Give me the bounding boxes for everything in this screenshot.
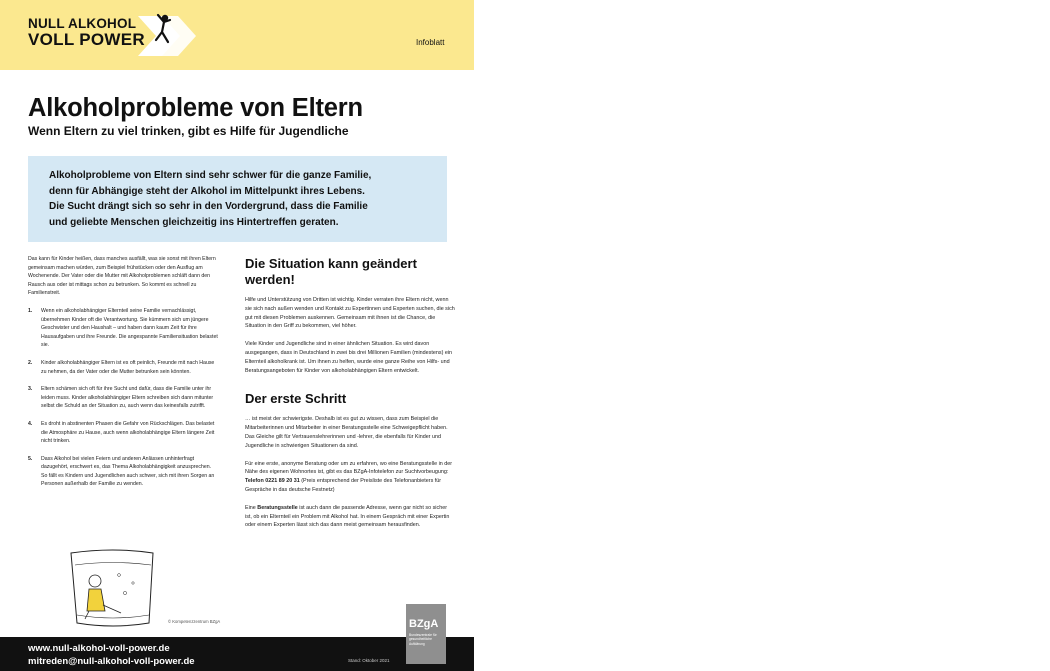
- list-item-text: Dass Alkohol bei vielen Feiern und anderen Anlässen unhinterfragt dazugehört, erschwert es, das Thema Alkoholabhängigkeit anzusprechen. So fällt es Kindern und Jugendlichen auch schwer, sich mit ihren Sorgen an Personen außerhalb der Familie zu wenden.: [41, 455, 215, 488]
- intro-box: [28, 156, 447, 242]
- footer-bar: [0, 637, 474, 671]
- paragraph: … ist meist der schwierigste. Deshalb ist es gut zu wissen, dass zum Beispiel die Mitarbeiterinnen und Mitarbeiter in einer Beratungsstelle eine Schweigepflicht haben. Das Gleiche gilt für Vertrauenslehrerinnen und -lehrer, die ebenfalls für Kinder und Jugendliche in schwierigen Situationen da sind.: [245, 416, 448, 449]
- child-in-glass-illustration: [63, 545, 163, 630]
- footer-email-link[interactable]: mitreden@null-alkohol-voll-power.de: [28, 656, 195, 667]
- page-subtitle: Wenn Eltern zu viel trinken, gibt es Hilfe für Jugendliche: [28, 124, 349, 138]
- list-item: [28, 307, 218, 350]
- paragraph: Hilfe und Unterstützung von Dritten ist wichtig. Kinder verraten ihre Eltern nicht, wenn sie sich nach außen wenden und Kontakt zu Expertinnen und Experten suchen, die sich gut mit diesen Problemen auskennen. Gemeinsam mit ihnen ist die Chance, die Situation in den Griff zu bekommen, viel höher.: [245, 297, 455, 330]
- list-item: [28, 385, 218, 411]
- bzga-logo-text: BZgA: [409, 618, 439, 630]
- list-item-number: 3.: [28, 386, 33, 393]
- phone-note-text: (Preis entsprechend der Preisliste des Telefonanbieters für Gespräche in das deutsche Festnetz): [245, 478, 442, 493]
- phone-intro-text: Für eine erste, anonyme Beratung oder um zu erfahren, wo eine Beratungsstelle in der Nähe des eigenen Wohnortes ist, gibt es das BZgA-Infotelefon zur Suchtvorbeugung:: [245, 460, 453, 476]
- footer-stand-date: Stand: Oktober 2021: [348, 658, 390, 663]
- left-lead-paragraph: Das kann für Kinder heißen, dass manches ausfällt, was sie sonst mit ihren Eltern gemeinsam machen würden, zum Beispiel frühstücken oder den Ausflug am Wochenende. Der Vater oder die Mutter mit Alkoholproblemen schläft dann den Rausch aus oder ist mittags schon zu betrunken. So kommt es schnell zu Familienstreit.: [28, 256, 216, 297]
- phone-paragraph: [245, 460, 455, 495]
- brand-line-1: NULL ALKOHOL: [28, 16, 137, 31]
- list-item-number: 4.: [28, 420, 33, 427]
- paragraph: Viele Kinder und Jugendliche sind in einer ähnlichen Situation. Es wird davon ausgegangen, dass in Deutschland in zwei bis drei Millionen Familien (mindestens) ein Elternteil alkoholkrank ist. Um ihnen zu helfen, wurde eine ganze Reihe von Hilfs- und Beratungsangeboten für Kinder von alkoholabhängigen Eltern entwickelt.: [245, 341, 453, 374]
- counseling-text-start: Eine: [245, 504, 256, 511]
- counseling-text-end: ist auch dann die passende Adresse, wenn gar nicht so sicher ist, ob ein Elternteil ein Problem mit Alkohol hat. In einem Gespräch mit einer Expertin oder einem Experten lässt sich das dann meist gemeinsam herausfinden.: [245, 504, 450, 529]
- right-column: [245, 256, 455, 539]
- left-column: [28, 255, 218, 489]
- bzga-logo-block: [406, 604, 446, 664]
- intro-text: Alkoholprobleme von Eltern sind sehr schwer für die ganze Familie, denn für Abhängige steht der Alkohol im Mittelpunkt ihres Lebens. Die Sucht drängt sich so sehr in den Vordergrund, dass die Familie und geliebte Menschen gleichzeitig ins Hintertreffen geraten.: [49, 170, 372, 228]
- section-heading-situation: Die Situation kann geändert werden!: [245, 256, 417, 287]
- list-item: [28, 420, 218, 446]
- counseling-keyword: Beratungsstelle: [257, 504, 298, 511]
- list-item-number: 1.: [28, 307, 33, 314]
- list-item-text: Kinder alkoholabhängiger Eltern ist es oft peinlich, Freunde mit nach Hause zu nehmen, da der Vater oder die Mutter betrunken sein könnten.: [41, 359, 215, 375]
- brand-chevron-figure-icon: [138, 12, 196, 56]
- bzga-full-name: Bundeszentrale für gesundheitliche Aufklärung: [409, 633, 437, 646]
- list-item-number: 5.: [28, 455, 33, 462]
- list-item-number: 2.: [28, 359, 33, 366]
- infoblatt-page: [0, 0, 474, 671]
- doc-type-label: Infoblatt: [416, 38, 445, 47]
- list-item: [28, 359, 218, 376]
- section-heading-first-step: Der erste Schritt: [245, 391, 347, 407]
- page-title: Alkoholprobleme von Eltern: [28, 94, 363, 122]
- illustration-credit: © Kompetenzzentrum BZgA: [168, 619, 221, 624]
- footer-website-link[interactable]: www.null-alkohol-voll-power.de: [28, 643, 170, 654]
- list-item-text: Es droht in abstinenten Phasen die Gefahr von Rückschlägen. Das belastet die Atmosphäre zu Hause, auch wenn alkoholabhängige Eltern längere Zeit nicht trinken.: [41, 420, 215, 445]
- counseling-paragraph: [245, 504, 455, 530]
- phone-number: Telefon 0221 89 20 31: [245, 478, 300, 485]
- list-item-text: Wenn ein alkoholabhängiger Elternteil seine Familie vernachlässigt, übernehmen Kinder oft die Verantwortung. Sie kümmern sich um jüngere Geschwister und den Haushalt – und haben dann kaum Zeit für ihre Hausaufgaben und ihre Freunde. Die angespannte Familiensituation belastet sie.: [41, 307, 218, 349]
- brand-line-2: VOLL POWER: [28, 30, 145, 49]
- list-item: [28, 455, 218, 489]
- header-banner: [0, 0, 474, 70]
- list-item-text: Eltern schämen sich oft für ihre Sucht und dafür, dass die Familie unter ihr leiden muss. Kinder alkoholabhängiger Eltern schreiben sich dann mitunter selbst die Schuld an der Situation zu, auch wenn das keinesfalls zutrifft.: [41, 386, 214, 410]
